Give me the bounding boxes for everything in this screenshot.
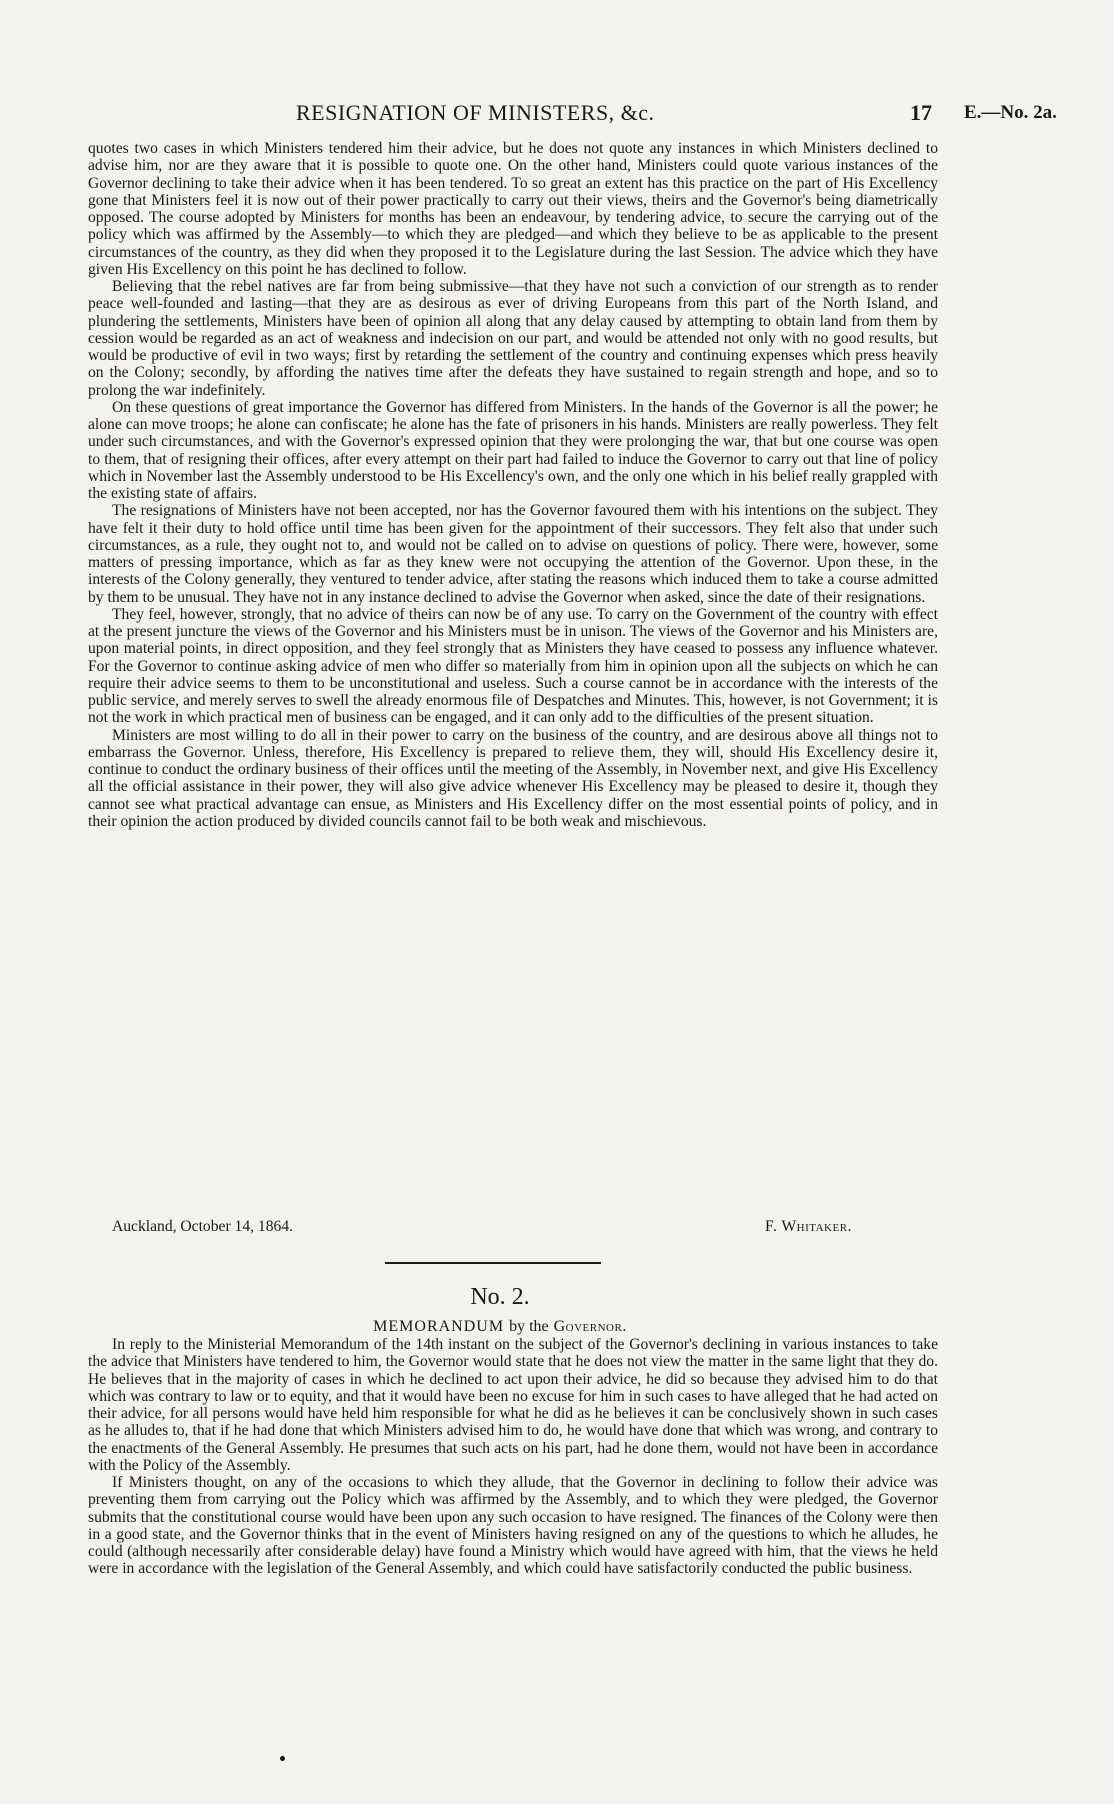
paragraph: quotes two cases in which Ministers tendered him their advice, but he does not quote any instances in which Ministers declined to advise him, nor are they aware that it is possible to quote one. On the other hand, Ministers could quote various instances of the Governor declining to take their advice when it has been tendered. To so great an extent has this practice on the part of His Excellency gone that Ministers feel it is now out of their power practically to carry out their views, theirs and the Governor's being diametrically opposed. The course adopted by Ministers for months has been an endeavour, by tendering advice, to secure the carrying out of the policy which was affirmed by the Assembly—to which they are pledged—and which they believe to be as applicable to the present circumstances of the country, as they did when they proposed it to the Legislature during the last Session. The advice which they have given His Excellency on this point he has declined to follow.	[88, 140, 938, 278]
page-number: 17	[910, 100, 932, 125]
paragraph: On these questions of great importance the Governor has differed from Ministers. In the hands of the Governor is all the power; he alone can move troops; he alone can confiscate; he alone has the fate of prisoners in his hands. Ministers are really powerless. They felt under such circumstances, and with the Governor's expressed opinion that they were prolonging the war, that but one course was open to them, that of resigning their offices, after every attempt on their part had failed to induce the Governor to carry out that line of policy which in November last the Assembly understood to be His Excellency's own, and the only one which in his belief really grappled with the existing state of affairs.	[88, 398, 938, 502]
document-reference: E.—No. 2a.	[964, 102, 1057, 123]
signatory: F. Whitaker.	[765, 1218, 852, 1235]
memorandum-title-main: MEMORANDUM	[373, 1318, 505, 1335]
memorandum-title	[0, 1318, 1000, 1336]
running-title: RESIGNATION OF MINISTERS, &c.	[296, 100, 655, 125]
ministerial-memorandum-body	[88, 140, 938, 830]
place-date: Auckland, October 14, 1864.	[112, 1218, 294, 1235]
memorandum-title-author: Governor.	[553, 1318, 627, 1335]
signoff	[112, 1218, 912, 1238]
paragraph: In reply to the Ministerial Memorandum of the 14th instant on the subject of the Governor's declining in various instances to take the advice that Ministers have tendered to him, the Governor would state that he does not view the matter in the same light that they do. He believes that in the majority of cases in which he declined to act upon their advice, he did so because they advised him to do that which was contrary to law or to equity, and that it would have been no excuse for him in such cases to have alleged that he had acted on their advice, for all persons would have held him responsible for what he did as he believes it can be conclusively shown in such cases as he alludes to, that if he had done that which Ministers advised him to do, he would have done that which was wrong, and contrary to the enactments of the General Assembly. He presumes that such acts on his part, had he done them, would not have been in accordance with the Policy of the Assembly.	[88, 1336, 938, 1474]
paragraph: If Ministers thought, on any of the occasions to which they allude, that the Governor in declining to follow their advice was preventing them from carrying out the Policy which was affirmed by the Assembly, and to which they were pledged, the Governor submits that the constitutional course would have been upon any such occasion to have resigned. The finances of the Colony were then in a good state, and the Governor thinks that in the event of Ministers having resigned on any of the questions to which he alludes, he could (although necessarily after considerable delay) have found a Ministry which would have agreed with him, that the views he held were in accordance with the legislation of the General Assembly, and which could have satisfactorily conducted the public business.	[88, 1474, 938, 1578]
governor-memorandum-body	[88, 1336, 938, 1578]
running-header	[88, 100, 1098, 130]
ink-speck	[280, 1756, 285, 1761]
paragraph: Believing that the rebel natives are far from being submissive—that they have not such a conviction of our strength as to render peace well-founded and lasting—that they are as desirous as ever of driving Europeans from this part of the North Island, and plundering the settlements, Ministers have been of opinion all along that any delay caused by attempting to obtain land from them by cession would be regarded as an act of weakness and indecision on our part, and would be attended not only with no good results, but would be productive of evil in two ways; first by retarding the settlement of the country and continuing expenses which press heavily on the Colony; secondly, by affording the natives time after the defeats they have sustained to regain strength and hope, and so to prolong the war indefinitely.	[88, 278, 938, 399]
paragraph: Ministers are most willing to do all in their power to carry on the business of the country, and are desirous above all things not to embarrass the Governor. Unless, therefore, His Excellency is prepared to relieve them, they will, should His Excellency desire it, continue to conduct the ordinary business of their offices until the meeting of the Assembly, in November next, and give His Excellency all the official assistance in their power, they will also give advice whenever His Excellency may be pleased to desire it, though they cannot see what practical advantage can ensue, as Ministers and His Excellency differ on the most essential points of policy, and in their opinion the action produced by divided councils cannot fail to be both weak and mischievous.	[88, 726, 938, 830]
memorandum-title-by: by the	[509, 1318, 549, 1335]
paragraph: The resignations of Ministers have not been accepted, nor has the Governor favoured them with his intentions on the subject. They have felt it their duty to hold office until time has been given for the appointment of their successors. They felt also that under such circumstances, as a rule, they ought not to, and would not be called on to advise on questions of policy. There were, however, some matters of pressing importance, which as far as they knew were not occupying the attention of the Governor. Upon these, in the interests of the Colony generally, they ventured to tender advice, after stating the reasons which induced them to take a course admitted by them to be unusual. They have not in any instance declined to advise the Governor when asked, since the date of their resignations.	[88, 502, 938, 606]
section-divider	[385, 1262, 601, 1264]
paragraph: They feel, however, strongly, that no advice of theirs can now be of any use. To carry on the Government of the country with effect at the present juncture the views of the Governor and his Ministers must be in unison. The views of the Governor and his Ministers are, upon material points, in direct opposition, and they feel strongly that as Ministers they have ceased to possess any influence whatever. For the Governor to continue asking advice of men who differ so materially from him in opinion upon all the subjects on which he can require their advice seems to them to be unconstitutional and useless. Such a course cannot be in accordance with the interests of the public service, and merely serves to swell the already enormous file of Despatches and Minutes. This, however, is not Government; it is not the work in which practical men of business can be engaged, and it can only add to the difficulties of the present situation.	[88, 605, 938, 727]
document-number: No. 2.	[470, 1284, 530, 1310]
